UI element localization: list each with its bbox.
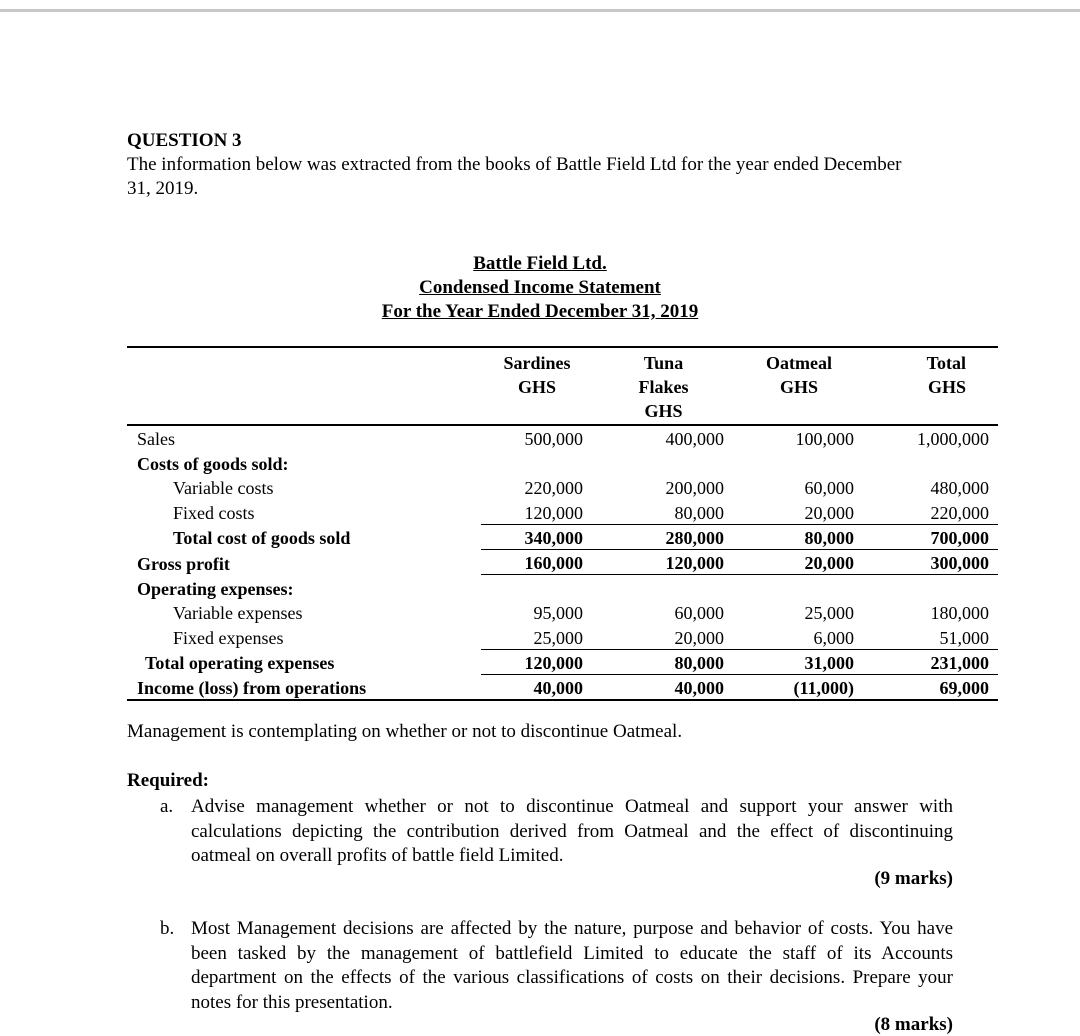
cell-value: 120,000 [593, 549, 734, 574]
table-row [127, 450, 998, 474]
column-header-sardines: Sardines GHS [481, 347, 593, 425]
cell-value: 700,000 [864, 524, 998, 549]
cell-value: 40,000 [593, 674, 734, 700]
requirement-a-letter: a. [160, 796, 174, 817]
cell-value: 160,000 [481, 549, 593, 574]
cell-value: 220,000 [930, 502, 989, 523]
table-row [127, 649, 998, 674]
cell-value: 25,000 [533, 627, 583, 648]
top-divider [0, 9, 1080, 12]
management-note: Management is contemplating on whether or not to discontinue Oatmeal. [127, 721, 683, 742]
requirement-a [160, 795, 953, 869]
cell-value: 31,000 [734, 649, 864, 674]
cell-value: 231,000 [864, 649, 998, 674]
cell-value: 6,000 [813, 627, 854, 648]
cell-value: 20,000 [674, 627, 724, 648]
cell-value: 180,000 [930, 603, 989, 624]
cell-value: 280,000 [593, 524, 734, 549]
cell-value: 100,000 [795, 429, 854, 450]
statement-name: Condensed Income Statement [419, 277, 661, 298]
requirement-b-letter: b. [160, 918, 175, 939]
column-header-tuna-flakes: Tuna Flakes GHS [593, 347, 734, 425]
cell-value: 60,000 [674, 603, 724, 624]
table-row [127, 475, 998, 499]
table-row [127, 499, 998, 524]
cell-value: 120,000 [481, 649, 593, 674]
table-row [127, 674, 998, 700]
cell-value: 500,000 [524, 429, 583, 450]
requirement-a-marks: (9 marks) [874, 868, 953, 889]
cell-value: 69,000 [864, 674, 998, 700]
cell-value: 80,000 [674, 502, 724, 523]
column-header-oatmeal: Oatmeal GHS [734, 347, 864, 425]
requirement-a-text: Advise management whether or not to discontinue Oatmeal and support your answer with calculations depicting the contribution derived from Oatmeal and the effect of discontinuing oatmeal on overall profits of battle field Limited. [191, 796, 953, 866]
statement-period: For the Year Ended December 31, 2019 [381, 301, 699, 322]
cell-value: 40,000 [481, 674, 593, 700]
cell-value: 60,000 [804, 478, 854, 499]
row-label-variable-expenses: Variable expenses [173, 603, 303, 624]
cell-value: 25,000 [804, 603, 854, 624]
cell-value: 400,000 [665, 429, 724, 450]
cell-value: 120,000 [524, 502, 583, 523]
requirement-b-text: Most Management decisions are affected by the nature, purpose and behavior of costs. You have been tasked by the management of battlefield Limited to educate the staff of its Accounts department on the effects of the various classifications of costs on their decisions. Prepare your notes for this presentation. [191, 918, 953, 1013]
question-intro: The information below was extracted from the books of Battle Field Ltd for the year ended December 31, 2019. [127, 154, 902, 199]
cell-value: (11,000) [734, 674, 864, 700]
cell-value: 20,000 [804, 502, 854, 523]
income-statement-table [127, 346, 998, 701]
table-row [127, 524, 998, 549]
row-label-total-cogs: Total cost of goods sold [173, 528, 351, 549]
requirement-b-marks: (8 marks) [874, 1014, 953, 1035]
cell-value: 95,000 [533, 603, 583, 624]
column-header-total: Total GHS [864, 347, 998, 425]
statement-heading [127, 252, 953, 324]
cell-value: 80,000 [734, 524, 864, 549]
cell-value: 480,000 [930, 478, 989, 499]
table-row [127, 549, 998, 574]
section-heading-cogs: Costs of goods sold: [137, 453, 289, 474]
cell-value: 340,000 [481, 524, 593, 549]
company-name: Battle Field Ltd. [473, 253, 607, 274]
required-heading: Required: [127, 770, 209, 791]
cell-value: 51,000 [939, 627, 989, 648]
cell-value: 200,000 [665, 478, 724, 499]
header-blank [127, 347, 481, 425]
table-row [127, 425, 998, 450]
table-header-row [127, 347, 998, 425]
section-heading-opex: Operating expenses: [137, 578, 294, 599]
row-label-total-opex: Total operating expenses [145, 653, 335, 674]
question-title: QUESTION 3 [127, 130, 242, 151]
requirement-b [160, 917, 953, 1015]
row-label-sales: Sales [137, 429, 175, 450]
row-label-gross-profit: Gross profit [137, 553, 230, 574]
table-row [127, 600, 998, 624]
cell-value: 300,000 [864, 549, 998, 574]
row-label-fixed-expenses: Fixed expenses [173, 628, 284, 649]
cell-value: 1,000,000 [917, 429, 989, 450]
cell-value: 20,000 [734, 549, 864, 574]
table-row [127, 575, 998, 600]
cell-value: 80,000 [593, 649, 734, 674]
row-label-income-from-operations: Income (loss) from operations [127, 674, 481, 700]
row-label-variable-costs: Variable costs [173, 478, 274, 499]
table-row [127, 624, 998, 649]
cell-value: 220,000 [524, 478, 583, 499]
row-label-fixed-costs: Fixed costs [173, 503, 255, 524]
